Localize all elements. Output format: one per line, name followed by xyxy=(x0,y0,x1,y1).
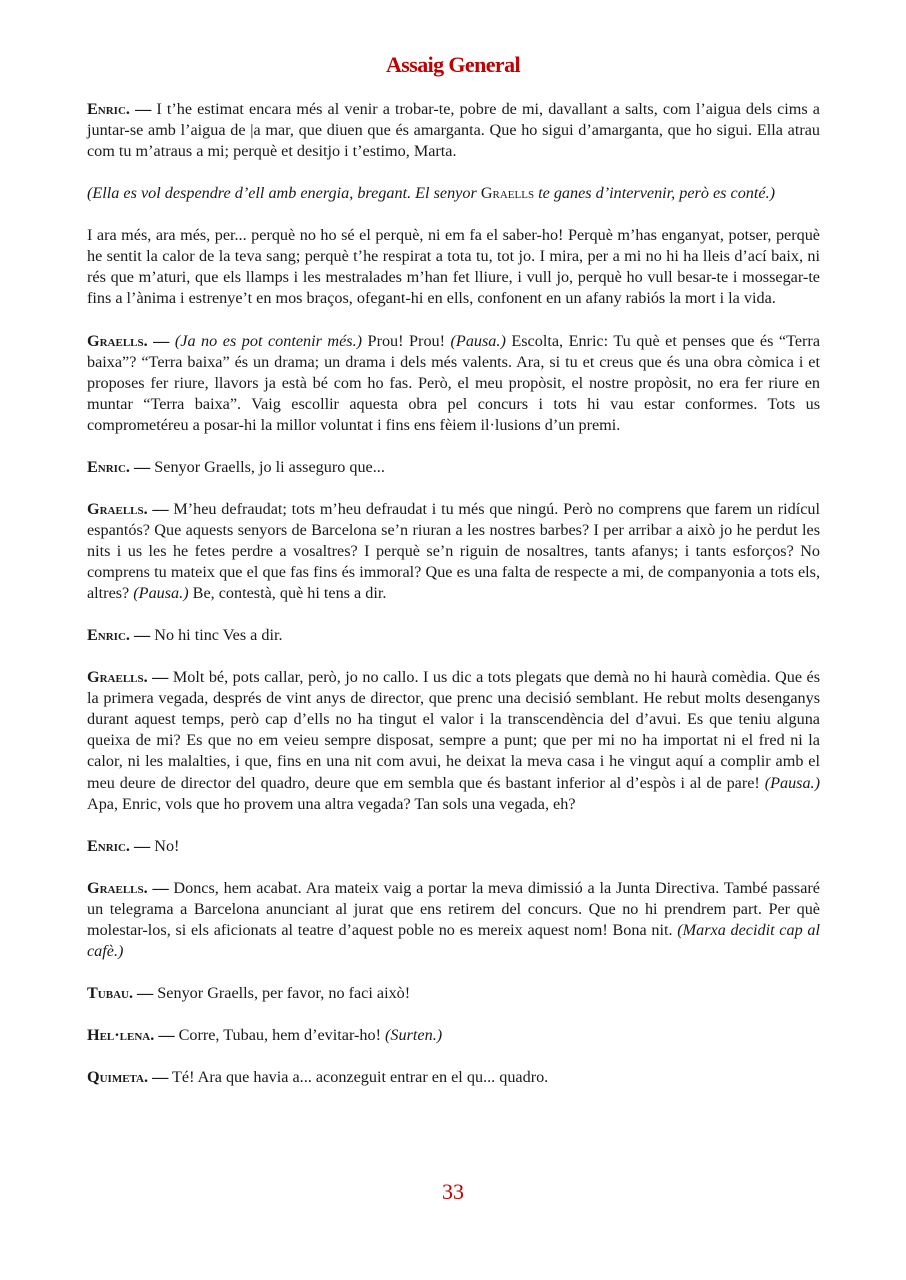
stage-direction: (Ja no es pot contenir més.) xyxy=(174,331,363,350)
stage-direction: (Marxa decidit cap al cafè.) xyxy=(87,920,820,960)
page-number: 33 xyxy=(442,1179,464,1204)
speaker-name: Graells. — xyxy=(87,499,169,518)
dialogue-text: I t’he estimat encara més al venir a trobar-te, pobre de mi, davallant a salts, com l’aigua dels cims a juntar-se amb l’aigua de |a mar, que diuen que és amarganta. Que ho sigui d’amarganta, que ho sigui. Ella atrau com tu m’atraus a mi; perquè et desitjo i t’estimo, Marta. xyxy=(87,100,820,161)
dialogue-text: Senyor Graells, jo li asseguro que... xyxy=(150,457,385,476)
dialogue-text: M’heu defraudat; tots m’heu defraudat i tu més que ningú. Però no comprens que farem un ridícul espantós? Que aquests senyors de Barcelona se’n riuran a les nostres barbes? I per arribar a això jo he perdut les nits i us les he fetes perdre a vosaltres? I perquè se’n riguin de nosaltres, tants afanys; i tants esforços? No comprens tu mateix que el que fas fins és immoral? Que es una falta de respecte a mi, de companyonia a tots els, altres? xyxy=(87,499,820,603)
dialogue-text: Té! Ara que havia a... aconzeguit entrar en el qu... quadro. xyxy=(168,1068,549,1087)
dialogue-text: Escolta, Enric: Tu què et penses que és “Terra baixa”? “Terra baixa” és un drama; un drama i dels més valents. Ara, si tu et creus que és una obra còmica i et proposes fer riure, llavors ja està bé com ho fas. Però, el meu propòsit, el nostre propòsit, no era fer riure en muntar “Terra baixa”. Vaig escollir aquesta obra pel concurs i tots hi vau estar conformes. Tots us comprometéreu a posar-hi la millor voluntat i fins ens fèiem il·lusions d’un premi. xyxy=(87,331,821,434)
speaker-name: Hel·lena. — xyxy=(87,1026,175,1045)
stage-direction: (Surten.) xyxy=(385,1026,443,1045)
stage-direction: te ganes d’intervenir, però es conté.) xyxy=(534,184,776,203)
speaker-name: Graells. — xyxy=(87,668,169,687)
dialogue-text: Molt bé, pots callar, però, jo no callo. I us dic a tots plegats que demà no hi haurà comèdia. Que és la primera vegada, després de vint anys de director, que prenc una decisió semblant. He rebut molts desenganys durant aquest temps, però cap d’ells no ha tingut el valor i la transcendència del d’avui. Es que teniu alguna queixa de mi? Es que no em veieu sempre disposat, sempre a punt; que per mi no ha importat ni el fred ni la calor, ni les malalties, i que, fins en una nit com avui, he deixat la meva casa i he vingut aquí a complir amb el meu deure de director del quadro, deure que em sembla que és bastant inferior al d’espòs i al de pare! xyxy=(87,668,820,792)
speaker-name: Enric. — xyxy=(87,626,151,645)
dialogue-text: Prou! Prou! xyxy=(362,331,451,350)
dialogue-paragraph xyxy=(87,331,820,436)
dialogue-paragraph xyxy=(87,836,820,857)
speaker-name: Graells. — xyxy=(87,331,170,350)
speaker-name: Graells. — xyxy=(87,878,169,897)
stage-direction: (Pausa.) xyxy=(450,331,506,350)
stage-direction: (Pausa.) xyxy=(133,584,189,603)
speaker-name: Enric. — xyxy=(87,836,151,855)
speaker-name: Quimeta. — xyxy=(87,1068,169,1087)
document-body xyxy=(87,99,820,1109)
dialogue-paragraph xyxy=(87,499,820,604)
speaker-name: Tubau. — xyxy=(87,983,154,1002)
speaker-name: Enric. — xyxy=(87,457,151,476)
page-title: Assaig General xyxy=(386,52,520,77)
dialogue-text: I ara més, ara més, per... perquè no ho sé el perquè, ni em fa el saber-ho! Perquè m’has enganyat, potser, perquè he sentit la calor de la teva sang; perquè t’he respirat a tota tu, tot jo. I mira, per a mi no hi ha lleis d’ací baix, ni rés que m’aturi, que els llamps i les mestralades m’han fet lliure, i vull jo, perquè ho vull besar-te i mossegar-te fins a l’ànima i estrenye’t en mos braços, ofegant-hi en ells, confonent en un afany rabiós la mort i la vida. xyxy=(87,226,820,308)
dialogue-paragraph xyxy=(87,667,820,814)
stage-direction: (Ella es vol despendre d’ell amb energia, bregant. El senyor xyxy=(87,184,481,203)
speaker-name: Enric. — xyxy=(87,100,152,118)
dialogue-paragraph xyxy=(87,1025,820,1046)
dialogue-text: Doncs, hem acabat. Ara mateix vaig a portar la meva dimissió a la Junta Directiva. També passaré un telegrama a Barcelona anunciant al jurat que ens retirem del concurs. Que no hi prendrem part. Per què molestar-los, si els aficionats al teatre d’aquest poble no es mereix aquest nom! Bona nit. xyxy=(87,878,820,939)
dialogue-paragraph xyxy=(87,457,820,478)
dialogue-text: Corre, Tubau, hem d’evitar-ho! xyxy=(174,1026,386,1045)
dialogue-paragraph xyxy=(87,1067,820,1088)
dialogue-paragraph xyxy=(87,878,820,962)
dialogue-paragraph xyxy=(87,99,820,162)
dialogue-text: No hi tinc Ves a dir. xyxy=(150,626,283,645)
stage-direction-paragraph xyxy=(87,183,820,204)
dialogue-paragraph xyxy=(87,983,820,1004)
dialogue-paragraph xyxy=(87,625,820,646)
dialogue-text: Senyor Graells, per favor, no faci això! xyxy=(153,983,411,1002)
dialogue-text: No! xyxy=(150,836,180,855)
stage-direction: (Pausa.) xyxy=(764,773,820,792)
dialogue-text: Be, contestà, què hi tens a dir. xyxy=(188,584,387,603)
character-name: Graells xyxy=(480,184,535,203)
dialogue-paragraph xyxy=(87,225,820,309)
dialogue-text: Apa, Enric, vols que ho provem una altra vegada? Tan sols una vegada, eh? xyxy=(87,794,576,813)
